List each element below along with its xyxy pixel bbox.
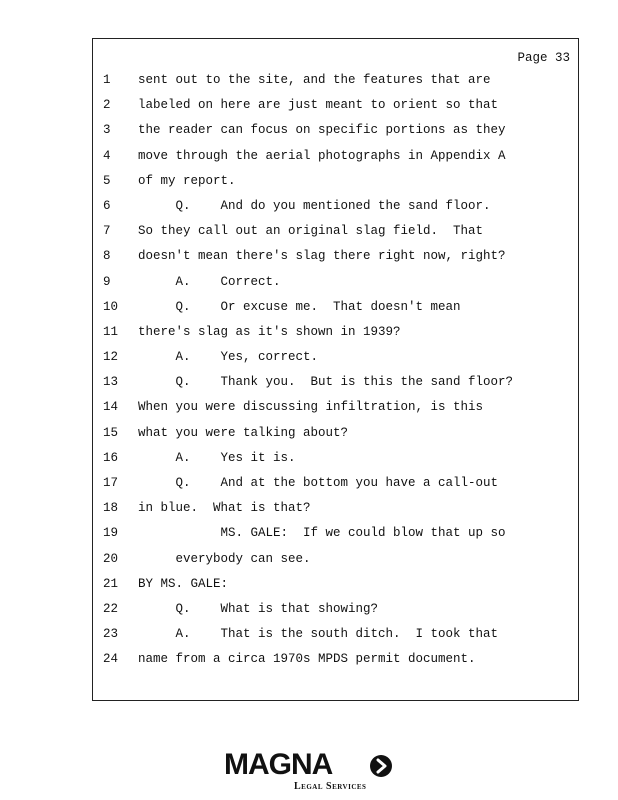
line-text: Q. Or excuse me. That doesn't mean <box>138 299 461 314</box>
line-number: 14 <box>103 400 119 415</box>
line-number: 8 <box>103 249 111 264</box>
line-text: in blue. What is that? <box>138 501 311 516</box>
line-text: Q. And at the bottom you have a call-out <box>138 476 499 490</box>
line-text: what you were talking about? <box>138 425 349 440</box>
transcript-line <box>93 426 578 451</box>
line-text: sent out to the site, and the features that are <box>138 73 491 87</box>
line-number: 9 <box>103 274 111 289</box>
transcript-line <box>93 552 578 577</box>
line-number: 24 <box>103 652 119 667</box>
transcript-line <box>93 627 578 652</box>
chevron-right-icon <box>370 755 392 777</box>
line-text: A. Yes, correct. <box>138 350 319 365</box>
line-number: 11 <box>103 324 119 339</box>
line-number: 22 <box>103 601 119 616</box>
transcript-line <box>93 451 578 476</box>
line-text: When you were discussing infiltration, is this <box>138 400 484 415</box>
transcript-line <box>93 199 578 224</box>
line-number: 7 <box>103 224 111 239</box>
line-text: A. Yes it is. <box>138 450 296 465</box>
line-text: the reader can focus on specific portions as they <box>138 123 506 138</box>
line-text: Q. What is that showing? <box>138 601 379 616</box>
line-text: doesn't mean there's slag there right now, right? <box>138 249 506 264</box>
transcript-line <box>93 375 578 400</box>
transcript-line <box>93 501 578 526</box>
line-number: 13 <box>103 375 119 390</box>
logo-wordmark: MAGNA <box>224 748 333 781</box>
line-text: of my report. <box>138 173 236 188</box>
transcript-line <box>93 73 578 98</box>
transcript-line <box>93 300 578 325</box>
transcript-line <box>93 652 578 677</box>
line-text: BY MS. GALE: <box>138 576 229 591</box>
line-text: A. Correct. <box>138 274 281 289</box>
line-number: 18 <box>103 501 119 516</box>
line-text: name from a circa 1970s MPDS permit document. <box>138 652 476 667</box>
transcript-line <box>93 224 578 249</box>
line-text: everybody can see. <box>138 551 311 566</box>
line-number: 10 <box>103 299 119 314</box>
transcript-lines <box>93 73 578 678</box>
line-text: So they call out an original slag field. That <box>138 224 484 239</box>
line-text: there's slag as it's shown in 1939? <box>138 324 401 339</box>
line-text: Q. And do you mentioned the sand floor. <box>138 198 491 213</box>
page-number: Page 33 <box>517 51 570 65</box>
magna-logo <box>224 748 404 792</box>
line-number: 5 <box>103 173 111 188</box>
line-text: MS. GALE: If we could blow that up so <box>138 526 506 541</box>
logo-subtitle: Legal Services <box>294 781 367 792</box>
line-number: 20 <box>103 551 119 566</box>
transcript-line <box>93 400 578 425</box>
line-text: labeled on here are just meant to orient so that <box>138 98 499 113</box>
line-number: 16 <box>103 450 119 465</box>
line-text: A. That is the south ditch. I took that <box>138 627 499 642</box>
transcript-line <box>93 602 578 627</box>
line-number: 6 <box>103 198 111 213</box>
line-number: 12 <box>103 350 119 365</box>
line-number: 21 <box>103 576 119 591</box>
transcript-line <box>93 577 578 602</box>
line-number: 2 <box>103 98 111 113</box>
transcript-line <box>93 149 578 174</box>
line-text: Q. Thank you. But is this the sand floor? <box>138 375 514 390</box>
line-number: 17 <box>103 476 119 490</box>
transcript-line <box>93 98 578 123</box>
transcript-page <box>92 38 579 701</box>
line-number: 1 <box>103 73 111 87</box>
transcript-line <box>93 249 578 274</box>
transcript-line <box>93 123 578 148</box>
line-number: 15 <box>103 425 119 440</box>
line-number: 4 <box>103 148 111 163</box>
transcript-line <box>93 275 578 300</box>
line-number: 23 <box>103 627 119 642</box>
transcript-line <box>93 174 578 199</box>
transcript-line <box>93 526 578 551</box>
line-number: 3 <box>103 123 111 138</box>
transcript-line <box>93 476 578 501</box>
line-number: 19 <box>103 526 119 541</box>
transcript-line <box>93 350 578 375</box>
line-text: move through the aerial photographs in Appendix A <box>138 148 506 163</box>
transcript-line <box>93 325 578 350</box>
